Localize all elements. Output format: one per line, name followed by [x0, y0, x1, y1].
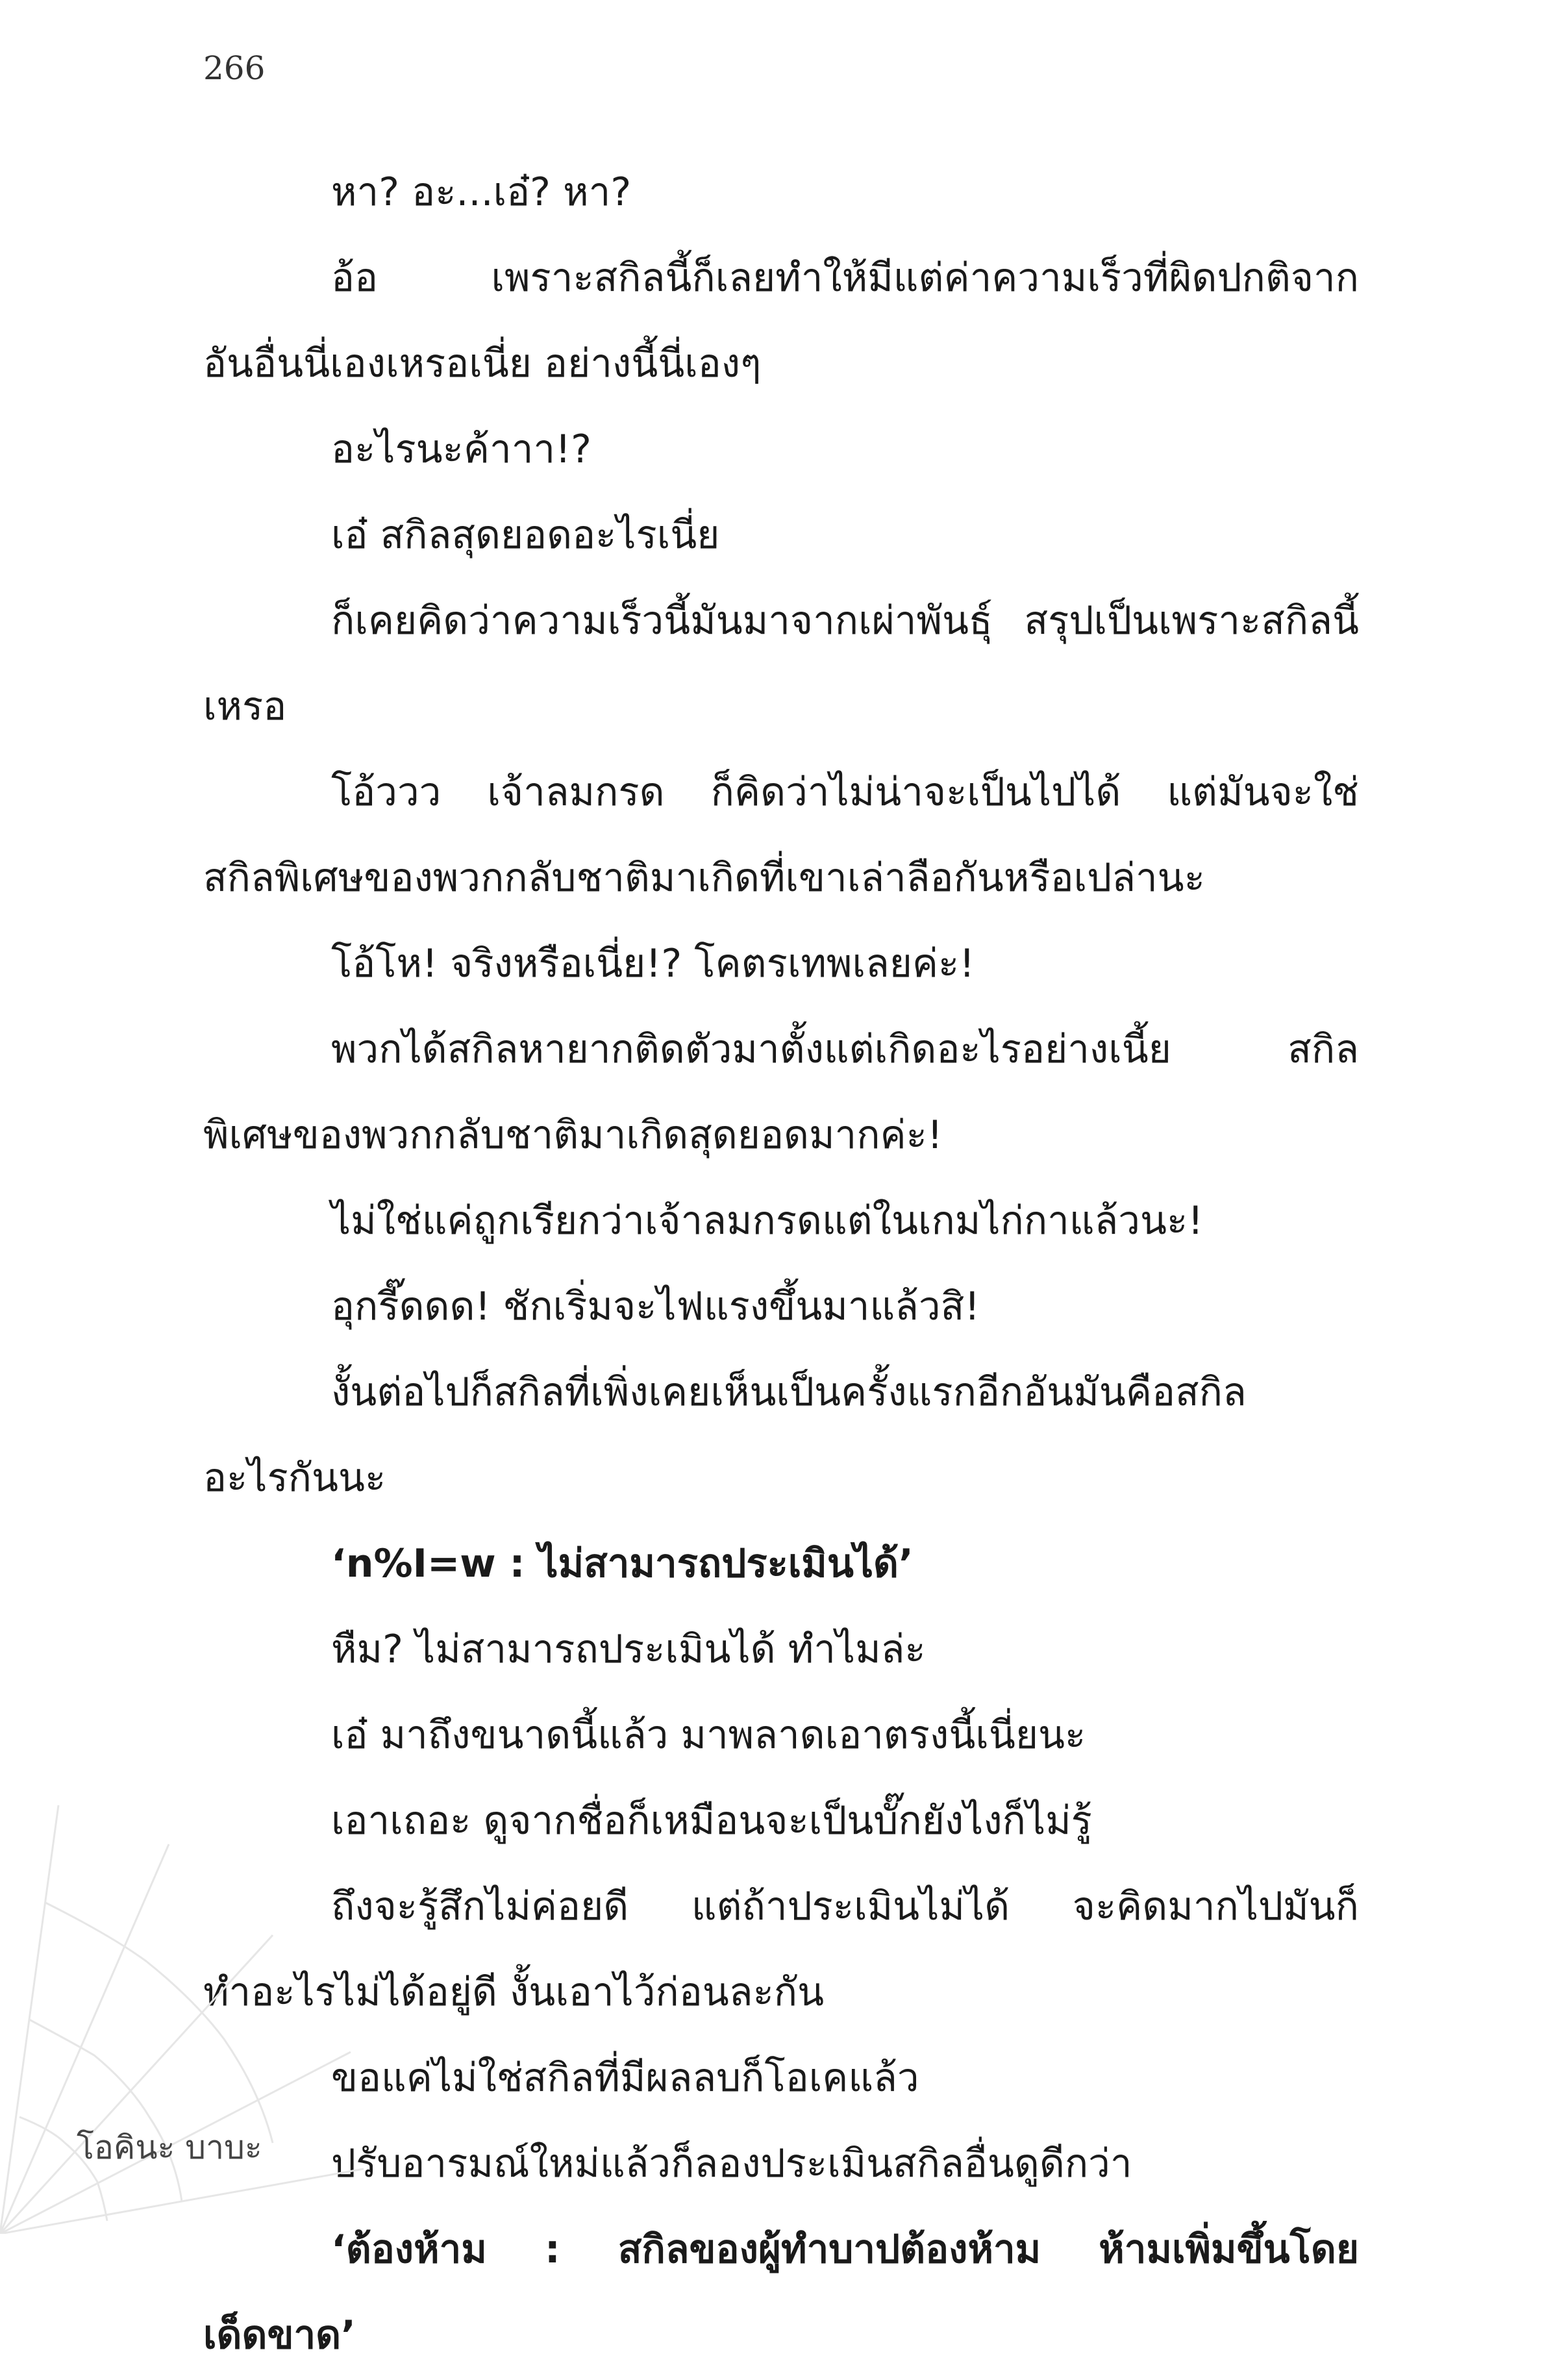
paragraph-line: โอ้ววว เจ้าลมกรด ก็คิดว่าไม่น่าจะเป็นไปได้ แต่มันจะใช่ — [331, 770, 1359, 815]
paragraph-line: สกิลพิเศษของพวกกลับชาติมาเกิดที่เขาเล่าลือกันหรือเปล่านะ — [203, 855, 1205, 901]
paragraph-line: อะไรนะค้าาา!? — [331, 427, 592, 472]
paragraph-line: ทำอะไรไม่ได้อยู่ดี งั้นเอาไว้ก่อนละกัน — [203, 1970, 825, 2015]
paragraph-line: เอ๋ มาถึงขนาดนี้แล้ว มาพลาดเอาตรงนี้เนี่ยนะ — [331, 1712, 1086, 1758]
paragraph-line: หา? อะ...เอ๋? หา? — [331, 169, 632, 215]
paragraph-line: ‘ต้องห้าม : สกิลของผู้ทำบาปต้องห้าม ห้ามเพิ่มขึ้นโดย — [331, 2227, 1359, 2272]
paragraph-line: อุกรี๊ดดด! ชักเริ่มจะไฟแรงขึ้นมาแล้วสิ! — [331, 1284, 980, 1329]
paragraph-line: โอ้โห! จริงหรือเนี่ย!? โคตรเทพเลยค่ะ! — [331, 941, 975, 986]
paragraph-line: เหรอ — [203, 684, 287, 729]
paragraph-line: งั้นต่อไปก็สกิลที่เพิ่งเคยเห็นเป็นครั้งแรกอีกอันมันคือสกิล — [331, 1370, 1247, 1415]
paragraph-line: ไม่ใช่แค่ถูกเรียกว่าเจ้าลมกรดแต่ในเกมไก่กาแล้วนะ! — [331, 1198, 1204, 1244]
paragraph-line: ขอแค่ไม่ใช่สกิลที่มีผลลบก็โอเคแล้ว — [331, 2055, 919, 2101]
paragraph-line: อันอื่นนี่เองเหรอเนี่ย อย่างนี้นี่เองๆ — [203, 341, 762, 386]
page-number: 266 — [203, 49, 266, 87]
paragraph-line: ก็เคยคิดว่าความเร็วนี้มันมาจากเผ่าพันธุ์ สรุปเป็นเพราะสกิลนี้ — [331, 598, 1359, 644]
paragraph-line: พวกได้สกิลหายากติดตัวมาตั้งแต่เกิดอะไรอย่างเนี้ย สกิล — [331, 1027, 1359, 1072]
paragraph-line: หืม? ไม่สามารถประเมินได้ ทำไมล่ะ — [331, 1627, 926, 1672]
text-body — [203, 149, 1359, 2378]
paragraph-line: อ้อ เพราะสกิลนี้ก็เลยทำให้มีแต่ค่าความเร็วที่ผิดปกติจาก — [331, 255, 1359, 301]
paragraph-line: เด็ดขาด’ — [203, 2312, 356, 2358]
paragraph-line: อะไรกันนะ — [203, 1455, 386, 1501]
paragraph-line: ปรับอารมณ์ใหม่แล้วก็ลองประเมินสกิลอื่นดูดีกว่า — [331, 2141, 1132, 2186]
paragraph-line: เอ๋ สกิลสุดยอดอะไรเนี่ย — [331, 512, 720, 558]
book-author-footer: โอคินะ บาบะ — [77, 2129, 262, 2166]
paragraph-line: เอาเถอะ ดูจากชื่อก็เหมือนจะเป็นบั๊กยังไงก็ไม่รู้ — [331, 1798, 1092, 1844]
paragraph-line: ‘n%I=w : ไม่สามารถประเมินได้’ — [331, 1541, 914, 1586]
paragraph-line: พิเศษของพวกกลับชาติมาเกิดสุดยอดมากค่ะ! — [203, 1112, 943, 1158]
paragraph-line: ถึงจะรู้สึกไม่ค่อยดี แต่ถ้าประเมินไม่ได้ จะคิดมากไปมันก็ — [331, 1884, 1359, 1929]
